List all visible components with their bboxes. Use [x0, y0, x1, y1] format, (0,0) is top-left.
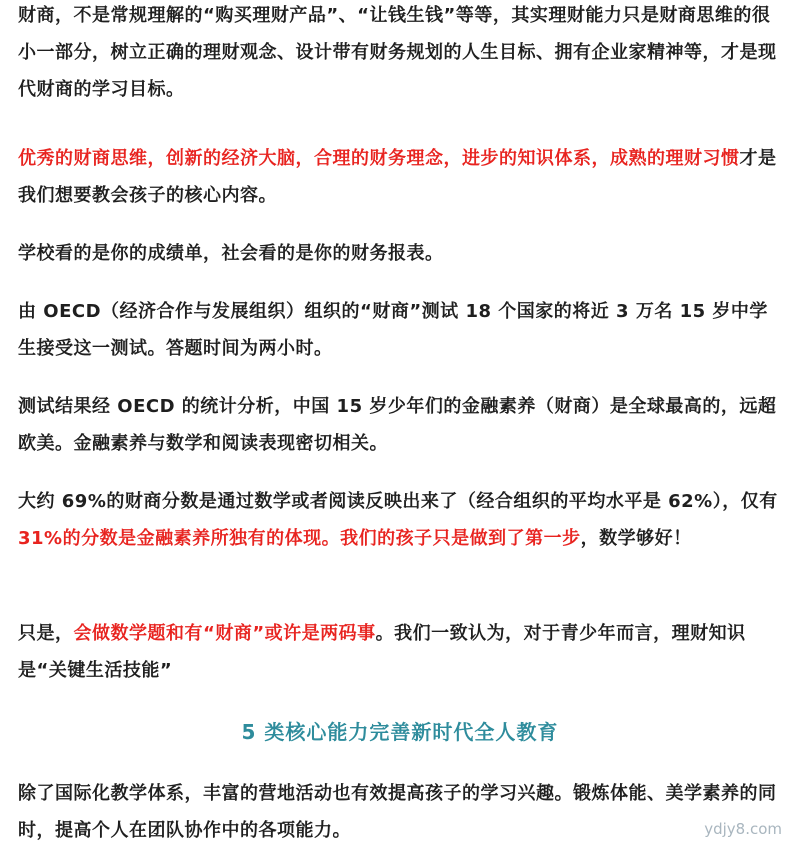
highlight-text: 优秀的财商思维，创新的经济大脑，合理的财务理念，进步的知识体系，成熟的理财习惯: [18, 148, 740, 169]
paragraph-core-content: [18, 140, 784, 214]
paragraph-text: 。我们一致认为，对于青少年而言，理财知识是“关键生活技能”: [18, 623, 746, 681]
highlight-text: 会做数学题和有“财商”或许是两码事: [73, 623, 376, 644]
paragraph-score-breakdown: [18, 483, 784, 557]
section-heading: 5 类核心能力完善新时代全人教育: [241, 720, 559, 744]
paragraph-key-life-skill: [18, 615, 784, 689]
paragraph-caishang-definition: 财商，不是常规理解的“购买理财产品”、“让钱生钱”等等，其实理财能力只是财商思维的很小一部分，树立正确的理财观念、设计带有财务规划的人生目标、拥有企业家精神等，才是现代财商的学习目标。: [18, 5, 777, 100]
paragraph-school-society: 学校看的是你的成绩单，社会看的是你的财务报表。: [18, 243, 444, 264]
watermark: ydjy8.com: [704, 820, 782, 838]
paragraph-text: ，数学够好！: [580, 528, 692, 549]
paragraph-camp-activities: 除了国际化教学体系，丰富的营地活动也有效提高孩子的学习兴趣。锻炼体能、美学素养的同时，提高个人在团队协作中的各项能力。: [18, 783, 777, 841]
paragraph-test-results: 测试结果经 OECD 的统计分析，中国 15 岁少年们的金融素养（财商）是全球最高的，远超欧美。金融素养与数学和阅读表现密切相关。: [18, 396, 777, 454]
paragraph-text: 只是，: [18, 623, 74, 644]
paragraph-text: 大约 69%的财商分数是通过数学或者阅读反映出来了（经合组织的平均水平是 62%），仅有: [18, 491, 778, 512]
paragraph-text: 才是我们想要教会孩子的核心内容。: [18, 148, 777, 206]
highlight-text: 31%的分数是金融素养所独有的体现。我们的孩子只是做到了第一步: [18, 528, 581, 549]
paragraph-oecd-test: 由 OECD（经济合作与发展组织）组织的“财商”测试 18 个国家的将近 3 万名 15 岁中学生接受这一测试。答题时间为两小时。: [18, 301, 768, 359]
